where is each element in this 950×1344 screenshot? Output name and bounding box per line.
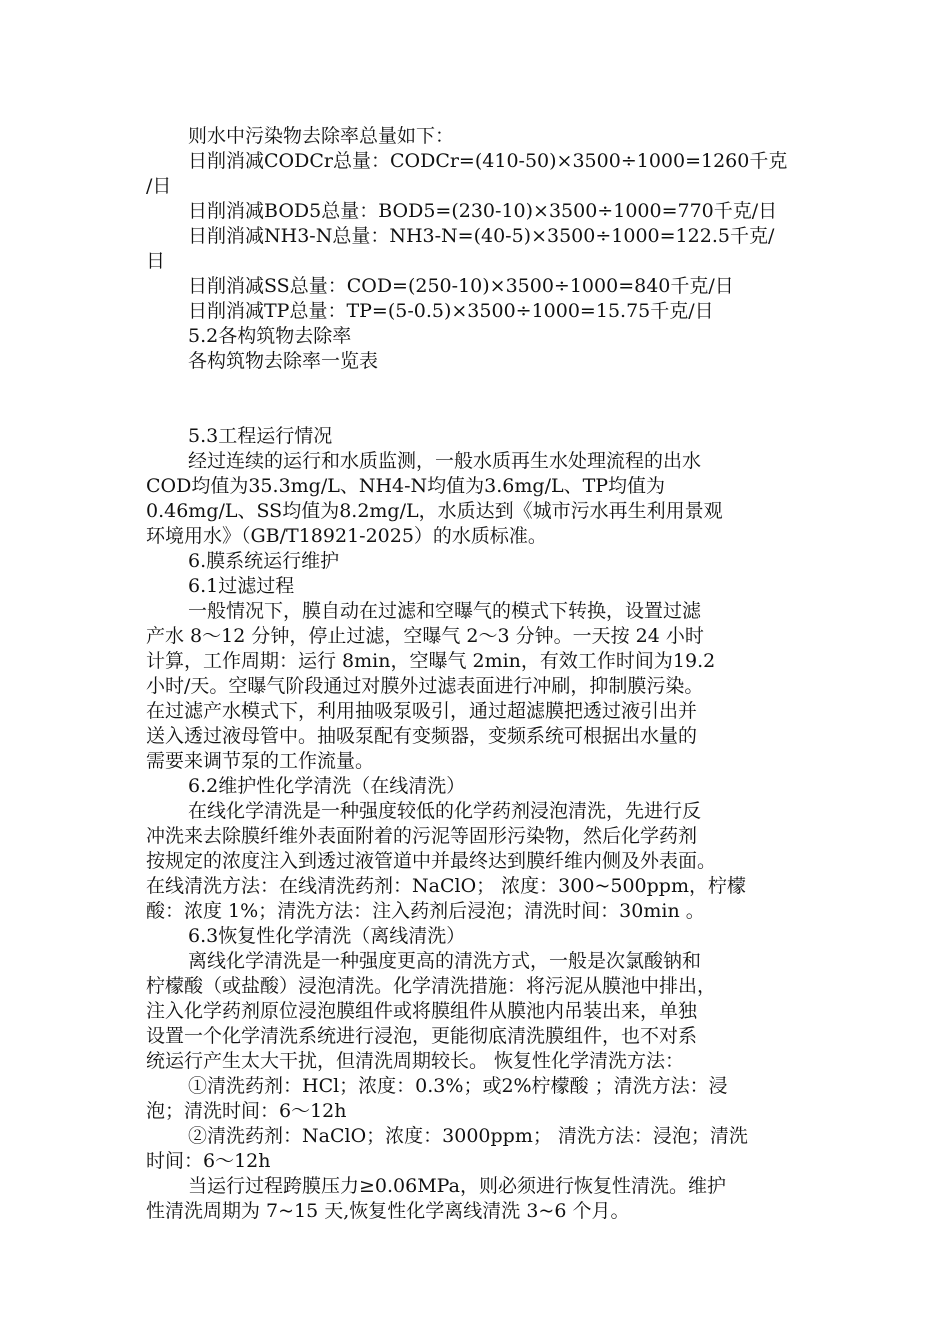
text-line: COD均值为35.3mg/L、NH4-N均值为3.6mg/L、TP均值为 [146,475,666,497]
text-line: 在线化学清洗是一种强度较低的化学药剂浸泡清洗，先进行反 [188,800,702,822]
text-line: 在过滤产水模式下，利用抽吸泵吸引，通过超滤膜把透过液引出并 [146,700,698,722]
text-line: 柠檬酸（或盐酸）浸泡清洗。化学清洗措施：将污泥从膜池中排出， [146,975,717,997]
text-line: 当运行过程跨膜压力≥0.06MPa，则必须进行恢复性清洗。维护 [188,1175,726,1197]
text-line: 日削消减SS总量：COD=(250-10)×3500÷1000=840千克/日 [188,275,734,297]
text-line: 日削消减CODCr总量：CODCr=(410-50)×3500÷1000=1260千克 [188,150,788,172]
text-line: 经过连续的运行和水质监测，一般水质再生水处理流程的出水 [188,450,702,472]
text-line: 在线清洗方法：在线清洗药剂：NaClO； 浓度：300~500ppm，柠檬 [146,875,746,897]
text-line: 则水中污染物去除率总量如下： [188,125,455,147]
section-heading: 5.3工程运行情况 [188,425,333,447]
text-line: ②清洗药剂：NaClO；浓度：3000ppm； 清洗方法：浸泡；清洗 [188,1125,748,1147]
text-line: 小时/天。空曝气阶段通过对膜外过滤表面进行冲刷，抑制膜污染。 [146,675,704,697]
section-heading: 6.1过滤过程 [188,575,295,597]
text-line: 设置一个化学清洗系统进行浸泡，更能彻底清洗膜组件，也不对系 [146,1025,698,1047]
text-line: /日 [146,175,172,197]
text-line: 按规定的浓度注入到透过液管道中并最终达到膜纤维内侧及外表面。 [146,850,717,872]
text-line: 冲洗来去除膜纤维外表面附着的污泥等固形污染物，然后化学药剂 [146,825,698,847]
text-line: 日削消减NH3-N总量：NH3-N=(40-5)×3500÷1000=122.5千克/ [188,225,775,247]
text-line: 日 [146,250,166,272]
text-line: 一般情况下，膜自动在过滤和空曝气的模式下转换，设置过滤 [188,600,702,622]
text-line: 注入化学药剂原位浸泡膜组件或将膜组件从膜池内吊装出来，单独 [146,1000,698,1022]
text-line: 性清洗周期为 7~15 天,恢复性化学离线清洗 3~6 个月。 [146,1200,630,1222]
text-line: 送入透过液母管中。抽吸泵配有变频器，变频系统可根据出水量的 [146,725,698,747]
text-line: 需要来调节泵的工作流量。 [146,750,375,772]
text-line: 时间：6～12h [146,1150,271,1172]
table-caption: 各构筑物去除率一览表 [188,350,379,372]
text-line: 日削消减BOD5总量：BOD5=(230-10)×3500÷1000=770千克/日 [188,200,778,222]
text-line: 离线化学清洗是一种强度更高的清洗方式，一般是次氯酸钠和 [188,950,702,972]
text-line: 计算，工作周期：运行 8min，空曝气 2min，有效工作时间为19.2 [146,650,716,672]
text-line: 日削消减TP总量：TP=(5-0.5)×3500÷1000=15.75千克/日 [188,300,714,322]
text-line: 泡；清洗时间：6～12h [146,1100,347,1122]
text-line: 0.46mg/L、SS均值为8.2mg/L，水质达到《城市污水再生利用景观 [146,500,723,522]
text-line: 统运行产生太大干扰，但清洗周期较长。 恢复性化学清洗方法： [146,1050,685,1072]
text-line: ①清洗药剂：HCl；浓度：0.3%；或2%柠檬酸 ；清洗方法：浸 [188,1075,728,1097]
section-heading: 6.3恢复性化学清洗（离线清洗） [188,925,466,947]
text-line: 产水 8～12 分钟，停止过滤，空曝气 2～3 分钟。一天按 24 小时 [146,625,704,647]
section-heading: 6.2维护性化学清洗（在线清洗） [188,775,466,797]
section-heading: 5.2各构筑物去除率 [188,325,352,347]
section-heading: 6.膜系统运行维护 [188,550,340,572]
text-line: 环境用水》（GB/T18921-2025）的水质标准。 [146,525,547,547]
text-line: 酸：浓度 1%；清洗方法：注入药剂后浸泡；清洗时间：30min 。 [146,900,705,922]
